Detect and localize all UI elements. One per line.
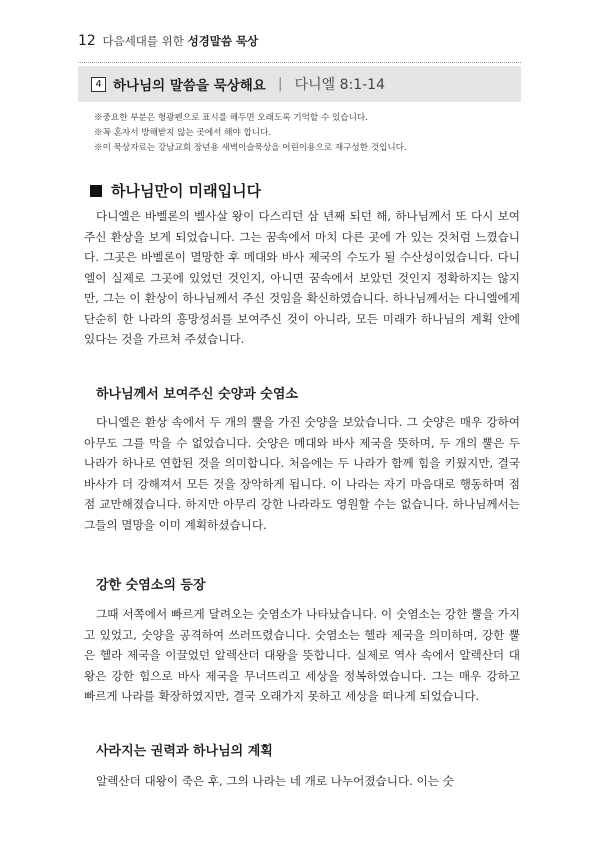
section-heading	[90, 180, 261, 201]
page-header	[78, 33, 538, 53]
subsection-title: 사라지는 권력과 하나님의 계획	[96, 744, 273, 759]
lesson-number-box: 4	[91, 77, 106, 92]
intro-paragraph: 다니엘은 바벨론의 벨사살 왕이 다스리던 삼 년째 되던 해, 하나님께서 또 다시 보여주신 환상을 보게 되었습니다. 그는 꿈속에서 마치 다른 곳에 가 있는 것처럼 느꼈습니다. 그곳은 바벨론이 멸망한 후 메대와 바사 제국의 수도가 될 수산성이었습니다. 다니엘이 실제로 그곳에 있었던 것인지, 아니면 꿈속에서 보았던 것인지 정확하지는 않지만, 그는 이 환상이 하나님께서 주신 것임을 확신하였습니다. 하나님께서는 다니엘에게 단순히 한 나라의 흥망성쇠를 보여주신 것이 아니라, 모든 미래가 하나님의 계획 안에 있다는 것을 가르쳐 주셨습니다.	[84, 209, 520, 346]
lesson-separator: |	[277, 76, 283, 92]
note-line: ※이 묵상자료는 강남교회 장년용 새벽이슬묵상을 어린이용으로 재구성한 것입니다.	[94, 143, 407, 153]
page-number: 12	[78, 33, 96, 49]
lesson-banner	[78, 66, 521, 102]
notes-block	[94, 111, 524, 156]
header-divider	[78, 62, 521, 63]
subsection-title: 강한 숫염소의 등장	[96, 578, 206, 593]
scripture-reference: 다니엘 8:1-14	[294, 77, 385, 93]
book-title: 성경말씀 묵상	[187, 34, 259, 48]
black-square-icon	[90, 185, 102, 197]
note-line: ※꼭 혼자서 방해받지 않는 곳에서 해야 합니다.	[94, 128, 272, 138]
subsection-paragraph: 다니엘은 환상 속에서 두 개의 뿔을 가진 숫양을 보았습니다. 그 숫양은 매우 강하여 아무도 그를 막을 수 없었습니다. 숫양은 메대와 바사 제국을 뜻하며, 두 개의 뿔은 두 나라가 하나로 연합된 것을 의미합니다. 처음에는 두 나라가 함께 힘을 키웠지만, 결국 바사가 더 강해져서 모든 것을 장악하게 됩니다. 이 나라는 자기 마음대로 행동하며 점점 교만해졌습니다. 하지만 아무리 강한 나라라도 영원할 수는 없습니다. 하나님께서는 그들의 멸망을 이미 계획하셨습니다.	[84, 415, 520, 532]
subsection-title: 하나님께서 보여주신 숫양과 숫염소	[96, 387, 298, 402]
subsection-paragraph: 그때 서쪽에서 빠르게 달려오는 숫염소가 나타났습니다. 이 숫염소는 강한 뿔을 가지고 있었고, 숫양을 공격하여 쓰러뜨렸습니다. 숫염소는 헬라 제국을 의미하며, 강한 뿔은 헬라 제국을 이끌었던 알렉산더 대왕을 뜻합니다. 실제로 역사 속에서 알렉산더 대왕은 강한 힘으로 바사 제국을 무너뜨리고 세상을 정복하였습니다. 그는 매우 강하고 빠르게 나라를 확장하였지만, 결국 오래가지 못하고 세상을 떠나게 되었습니다.	[84, 607, 520, 703]
series-label: 다음세대를 위한	[102, 34, 184, 48]
subsection-paragraph: 알렉산더 대왕이 죽은 후, 그의 나라는 네 개로 나누어졌습니다. 이는 숫	[96, 774, 454, 788]
section-title: 하나님만이 미래입니다	[111, 182, 262, 200]
lesson-title: 하나님의 말씀을 묵상해요	[113, 78, 266, 94]
note-line: ※중요한 부분은 형광펜으로 표시를 해두면 오래도록 기억할 수 있습니다.	[94, 113, 368, 123]
